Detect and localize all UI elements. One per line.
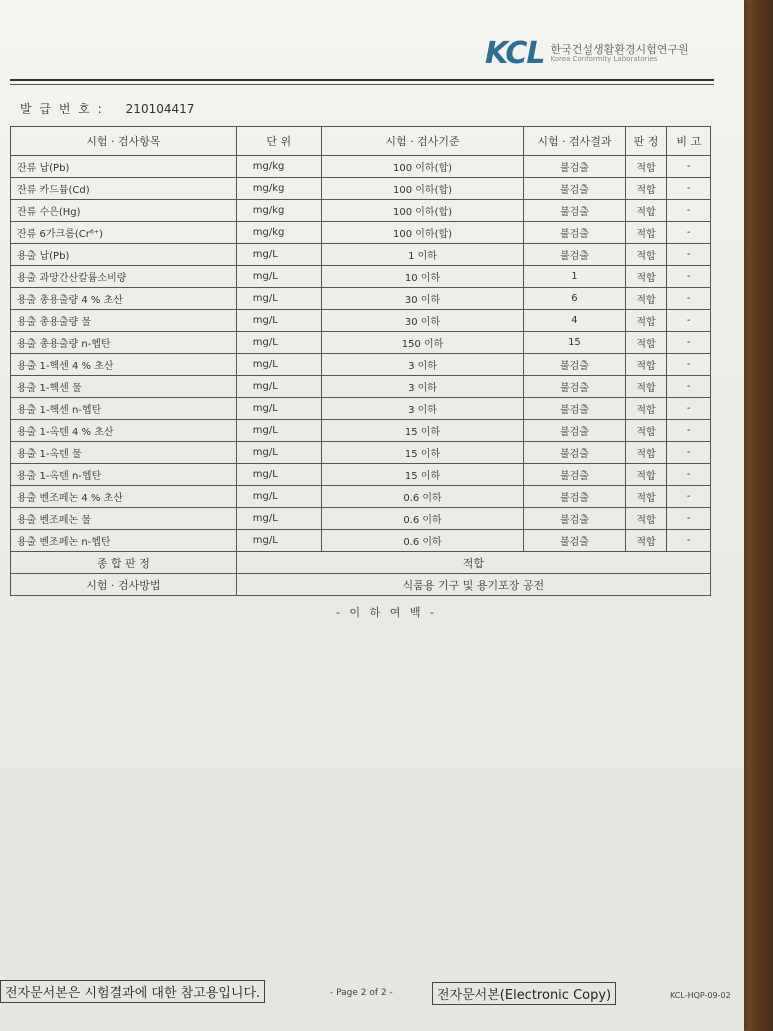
- cell-criteria: 15 이하: [321, 420, 524, 442]
- cell-judgement: 적합: [625, 420, 667, 442]
- table-row: [11, 288, 711, 310]
- cell-result: 6: [524, 288, 625, 310]
- table-row: [11, 266, 711, 288]
- cell-unit: mg/kg: [236, 156, 321, 178]
- method-label: 시험 · 검사방법: [11, 574, 237, 596]
- cell-judgement: 적합: [625, 332, 667, 354]
- cell-unit: mg/L: [236, 376, 321, 398]
- cell-note: -: [667, 508, 711, 530]
- footer-disclaimer: 전자문서본은 시험결과에 대한 참고용입니다.: [0, 980, 265, 1003]
- cell-judgement: 적합: [625, 486, 667, 508]
- header-rule: [10, 79, 714, 81]
- header-criteria: 시험 · 검사기준: [321, 127, 524, 156]
- test-results-table: [10, 126, 711, 596]
- cell-item: 잔류 납(Pb): [11, 156, 237, 178]
- overall-row: [11, 552, 711, 574]
- cell-item: 용출 총용출량 n-헵탄: [11, 332, 237, 354]
- cell-unit: mg/L: [236, 530, 321, 552]
- cell-item: 용출 벤조페논 n-헵탄: [11, 530, 237, 552]
- cell-note: -: [667, 354, 711, 376]
- header-note: 비 고: [667, 127, 711, 156]
- cell-note: -: [667, 398, 711, 420]
- logo-text: [550, 44, 688, 64]
- cell-note: -: [667, 442, 711, 464]
- cell-item: 잔류 카드뮴(Cd): [11, 178, 237, 200]
- cell-judgement: 적합: [625, 288, 667, 310]
- cell-criteria: 0.6 이하: [321, 508, 524, 530]
- cell-unit: mg/L: [236, 288, 321, 310]
- cell-judgement: 적합: [625, 244, 667, 266]
- cell-judgement: 적합: [625, 442, 667, 464]
- table-row: [11, 376, 711, 398]
- cell-judgement: 적합: [625, 310, 667, 332]
- table-row: [11, 464, 711, 486]
- cell-judgement: 적합: [625, 178, 667, 200]
- header-result: 시험 · 검사결과: [524, 127, 625, 156]
- cell-note: -: [667, 178, 711, 200]
- table-row: [11, 442, 711, 464]
- cell-unit: mg/L: [236, 244, 321, 266]
- cell-item: 용출 1-옥텐 4 % 초산: [11, 420, 237, 442]
- cell-note: -: [667, 420, 711, 442]
- footer-page-number: - Page 2 of 2 -: [330, 988, 393, 998]
- issue-label: 발 급 번 호 :: [20, 102, 104, 116]
- cell-item: 용출 벤조페논 4 % 초산: [11, 486, 237, 508]
- cell-unit: mg/L: [236, 486, 321, 508]
- cell-result: 불검출: [524, 486, 625, 508]
- cell-unit: mg/L: [236, 420, 321, 442]
- method-value: 식품용 기구 및 용기포장 공전: [236, 574, 710, 596]
- cell-judgement: 적합: [625, 200, 667, 222]
- cell-item: 용출 납(Pb): [11, 244, 237, 266]
- cell-unit: mg/L: [236, 332, 321, 354]
- table-row: [11, 178, 711, 200]
- cell-note: -: [667, 376, 711, 398]
- cell-result: 불검출: [524, 156, 625, 178]
- table-row: [11, 244, 711, 266]
- cell-note: -: [667, 222, 711, 244]
- cell-criteria: 100 이하(합): [321, 156, 524, 178]
- header-item: 시험 · 검사항목: [11, 127, 237, 156]
- method-row: [11, 574, 711, 596]
- cell-unit: mg/kg: [236, 222, 321, 244]
- cell-criteria: 100 이하(합): [321, 200, 524, 222]
- cell-item: 용출 총용출량 물: [11, 310, 237, 332]
- cell-result: 불검출: [524, 442, 625, 464]
- cell-criteria: 30 이하: [321, 288, 524, 310]
- cell-unit: mg/kg: [236, 178, 321, 200]
- cell-result: 불검출: [524, 354, 625, 376]
- header-unit: 단 위: [236, 127, 321, 156]
- cell-item: 잔류 수은(Hg): [11, 200, 237, 222]
- overall-label: 종 합 판 정: [11, 552, 237, 574]
- cell-unit: mg/L: [236, 442, 321, 464]
- table-row: [11, 508, 711, 530]
- cell-criteria: 30 이하: [321, 310, 524, 332]
- cell-item: 용출 1-헥센 n-헵탄: [11, 398, 237, 420]
- cell-unit: mg/L: [236, 310, 321, 332]
- cell-judgement: 적합: [625, 398, 667, 420]
- cell-result: 4: [524, 310, 625, 332]
- cell-note: -: [667, 288, 711, 310]
- cell-criteria: 3 이하: [321, 398, 524, 420]
- cell-criteria: 3 이하: [321, 354, 524, 376]
- cell-criteria: 3 이하: [321, 376, 524, 398]
- overall-value: 적합: [236, 552, 710, 574]
- cell-result: 불검출: [524, 244, 625, 266]
- cell-criteria: 1 이하: [321, 244, 524, 266]
- cell-unit: mg/L: [236, 354, 321, 376]
- cell-note: -: [667, 332, 711, 354]
- cell-item: 용출 과망간산칼륨소비량: [11, 266, 237, 288]
- cell-result: 불검출: [524, 508, 625, 530]
- table-row: [11, 420, 711, 442]
- cell-note: -: [667, 156, 711, 178]
- cell-item: 잔류 6가크롬(Cr⁶⁺): [11, 222, 237, 244]
- cell-judgement: 적합: [625, 508, 667, 530]
- header-rule-thin: [10, 84, 714, 85]
- issue-number-line: [20, 100, 194, 117]
- cell-criteria: 100 이하(합): [321, 178, 524, 200]
- header-judgement: 판 정: [625, 127, 667, 156]
- cell-criteria: 10 이하: [321, 266, 524, 288]
- cell-result: 불검출: [524, 398, 625, 420]
- table-row: [11, 156, 711, 178]
- table-row: [11, 398, 711, 420]
- table-row: [11, 354, 711, 376]
- cell-judgement: 적합: [625, 354, 667, 376]
- kcl-logo: [485, 36, 689, 71]
- footer-electronic-copy: 전자문서본(Electronic Copy): [432, 982, 616, 1005]
- cell-item: 용출 1-옥텐 물: [11, 442, 237, 464]
- table-row: [11, 222, 711, 244]
- cell-note: -: [667, 266, 711, 288]
- cell-item: 용출 1-헥센 물: [11, 376, 237, 398]
- table-row: [11, 200, 711, 222]
- cell-judgement: 적합: [625, 266, 667, 288]
- issue-number: 210104417: [125, 102, 195, 116]
- cell-result: 불검출: [524, 464, 625, 486]
- cell-result: 불검출: [524, 530, 625, 552]
- cell-criteria: 150 이하: [321, 332, 524, 354]
- cell-item: 용출 1-옥텐 n-헵탄: [11, 464, 237, 486]
- table-row: [11, 310, 711, 332]
- cell-note: -: [667, 310, 711, 332]
- cell-result: 불검출: [524, 376, 625, 398]
- cell-judgement: 적합: [625, 464, 667, 486]
- cell-item: 용출 벤조페논 물: [11, 508, 237, 530]
- cell-note: -: [667, 200, 711, 222]
- cell-note: -: [667, 244, 711, 266]
- table-header-row: [11, 127, 711, 156]
- cell-result: 불검출: [524, 222, 625, 244]
- cell-item: 용출 1-헥센 4 % 초산: [11, 354, 237, 376]
- table-body: [11, 156, 711, 552]
- logo-name-kr: 한국건설생활환경시험연구원: [550, 42, 689, 56]
- cell-result: 불검출: [524, 420, 625, 442]
- cell-criteria: 100 이하(합): [321, 222, 524, 244]
- cell-judgement: 적합: [625, 156, 667, 178]
- cell-unit: mg/L: [236, 508, 321, 530]
- cell-item: 용출 총용출량 4 % 초산: [11, 288, 237, 310]
- cell-result: 15: [524, 332, 625, 354]
- cell-note: -: [667, 486, 711, 508]
- cell-unit: mg/L: [236, 398, 321, 420]
- cell-criteria: 0.6 이하: [321, 530, 524, 552]
- cell-note: -: [667, 464, 711, 486]
- cell-note: -: [667, 530, 711, 552]
- cell-result: 불검출: [524, 178, 625, 200]
- cell-result: 불검출: [524, 200, 625, 222]
- table-row: [11, 530, 711, 552]
- cell-unit: mg/L: [236, 464, 321, 486]
- end-of-content-note: - 이 하 여 백 -: [336, 606, 437, 619]
- logo-mark: KCL: [485, 36, 545, 71]
- cell-result: 1: [524, 266, 625, 288]
- cell-criteria: 15 이하: [321, 442, 524, 464]
- cell-unit: mg/kg: [236, 200, 321, 222]
- cell-criteria: 15 이하: [321, 464, 524, 486]
- footer-form-code: KCL-HQP-09-02: [670, 991, 731, 1000]
- table-row: [11, 332, 711, 354]
- logo-name-en: Korea Conformity Laboratories: [550, 54, 658, 63]
- cell-judgement: 적합: [625, 222, 667, 244]
- cell-judgement: 적합: [625, 530, 667, 552]
- table-row: [11, 486, 711, 508]
- cell-unit: mg/L: [236, 266, 321, 288]
- cell-judgement: 적합: [625, 376, 667, 398]
- cell-criteria: 0.6 이하: [321, 486, 524, 508]
